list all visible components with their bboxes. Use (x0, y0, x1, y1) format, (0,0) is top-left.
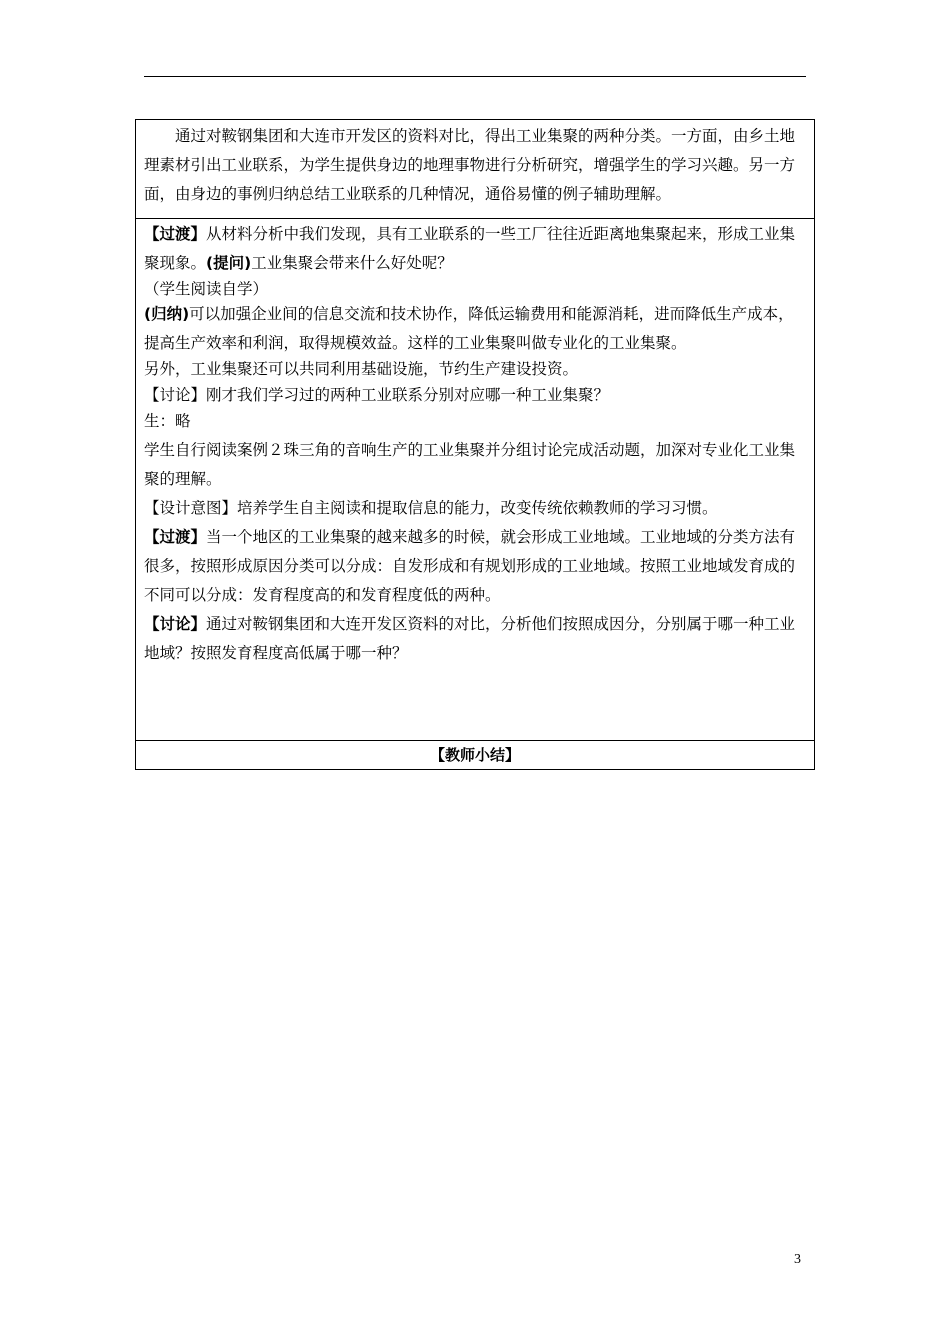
lesson-plan-table (135, 119, 815, 770)
transition-paragraph-1 (144, 220, 806, 278)
intro-paragraph: 通过对鞍钢集团和大连市开发区的资料对比，得出工业集聚的两种分类。一方面，由乡土地理素材引出工业联系，为学生提供身边的地理事物进行分析研究，增强学生的学习兴趣。另一方面，由身边的事例归纳总结工业联系的几种情况，通俗易懂的例子辅助理解。 (144, 127, 796, 203)
transition-tag-2: 【过渡】 (144, 528, 207, 546)
summary-text: 可以加强企业间的信息交流和技术协作，降低运输费用和能源消耗，进而降低生产成本，提高生产效率和利润，取得规模效益。这样的工业集聚叫做专业化的工业集聚。 (144, 305, 794, 352)
student-answer: 生：略 (144, 412, 191, 430)
main-row (136, 219, 815, 741)
header-rule (144, 76, 806, 77)
discussion-tag: 【讨论】 (144, 386, 207, 404)
transition-text: 从材料分析中我们发现，具有工业联系的一些工厂往往近距离地集聚起来，形成工业集聚现象。 (144, 225, 796, 272)
discussion-paragraph-2 (144, 610, 806, 668)
main-cell (136, 219, 815, 741)
design-text: 培养学生自主阅读和提取信息的能力，改变传统依赖教师的学习习惯。 (237, 499, 718, 517)
discussion-paragraph-1 (144, 384, 806, 406)
summary-paragraph (144, 300, 806, 358)
teacher-summary-row (136, 741, 815, 770)
intro-cell (136, 120, 815, 219)
teacher-summary-cell (136, 741, 815, 770)
teacher-summary-label: 【教师小结】 (429, 746, 520, 764)
case-study-paragraph: 学生自行阅读案例２珠三角的音响生产的工业集聚并分组讨论完成活动题，加深对专业化工业集聚的理解。 (144, 441, 796, 488)
self-study-note: （学生阅读自学） (144, 280, 269, 298)
transition-tag: 【过渡】 (144, 225, 207, 243)
summary-tag: (归纳) (144, 305, 190, 323)
page-number: 3 (794, 1252, 801, 1267)
discussion-tag-2: 【讨论】 (144, 615, 207, 633)
discussion-text-2: 通过对鞍钢集团和大连开发区资料的对比，分析他们按照成因分，分别属于哪一种工业地域？按照发育程度高低属于哪一种？ (144, 615, 796, 662)
transition-text-2: 当一个地区的工业集聚的越来越多的时候，就会形成工业地域。工业地域的分类方法有很多，按照形成原因分类可以分成：自发形成和有规划形成的工业地域。按照工业地域发育成的不同可以分成：发育程度高的和发育程度低的两种。 (144, 528, 796, 604)
design-tag: 【设计意图】 (144, 499, 238, 517)
question-text: 工业集聚会带来什么好处呢？ (251, 254, 453, 272)
question-tag: (提问) (206, 254, 252, 272)
discussion-text: 刚才我们学习过的两种工业联系分别对应哪一种工业集聚？ (206, 386, 610, 404)
intro-row (136, 120, 815, 219)
design-intent-paragraph (144, 494, 806, 523)
additional-paragraph: 另外，工业集聚还可以共同利用基础设施，节约生产建设投资。 (144, 360, 579, 378)
transition-paragraph-2 (144, 523, 806, 610)
